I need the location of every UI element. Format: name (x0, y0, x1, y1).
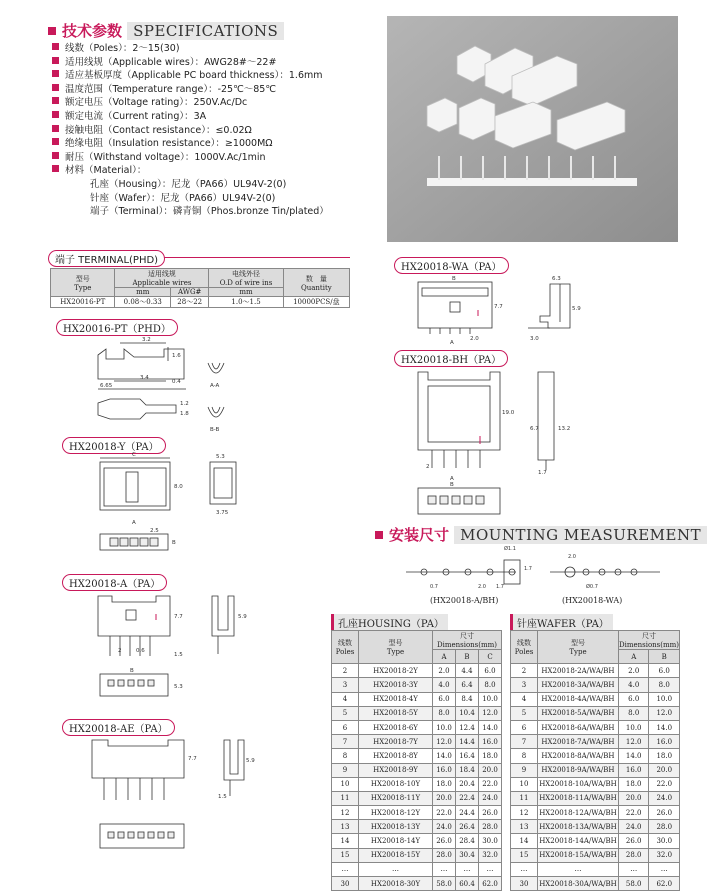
table-cell: HX20018-6Y (359, 720, 433, 734)
table-cell: 32.0 (479, 848, 502, 862)
table-row (332, 877, 502, 891)
table-row (332, 763, 502, 777)
svg-text:0.7: 0.7 (430, 584, 438, 590)
table-cell: HX20018-7A/WA/BH (538, 735, 619, 749)
table-cell: 18.0 (479, 749, 502, 763)
table-row (332, 735, 502, 749)
wafer-bh-drawing (410, 364, 590, 524)
bullet-icon (52, 70, 59, 77)
table-cell: 28.0 (618, 848, 649, 862)
table-cell: 20.0 (479, 763, 502, 777)
svg-text:2.5: 2.5 (150, 528, 159, 534)
table-cell: 26.0 (618, 834, 649, 848)
table-cell: 12 (332, 806, 359, 820)
table-cell: 8.0 (618, 706, 649, 720)
wafer-wa-drawing (410, 270, 590, 346)
table-cell: 4 (511, 692, 538, 706)
spec-item: 适用线规（Applicable wires）：AWG28#～22# (52, 56, 382, 70)
wafer-ae-drawing (86, 734, 266, 864)
svg-text:8.0: 8.0 (174, 484, 183, 490)
table-row (511, 834, 680, 848)
spec-heading: 技术参数 SPECIFICATIONS (48, 20, 284, 41)
table-cell: 24.0 (649, 791, 680, 805)
table-cell: 14.0 (479, 720, 502, 734)
table-cell: 10.0 (649, 692, 680, 706)
table-cell: … (649, 862, 680, 876)
table-cell: … (479, 862, 502, 876)
table-row (332, 777, 502, 791)
table-cell: 30.0 (479, 834, 502, 848)
table-cell: 24.4 (456, 806, 479, 820)
wafer-h-poles: 线数 Poles (511, 631, 538, 664)
table-row (332, 806, 502, 820)
spec-item: 耐压（Withstand voltage）：1000V.Ac/1min (52, 151, 382, 165)
table-cell: 28.0 (433, 848, 456, 862)
table-row (511, 664, 680, 678)
table-cell: 3 (511, 678, 538, 692)
table-cell: HX20018-13A/WA/BH (538, 820, 619, 834)
table-row (511, 706, 680, 720)
svg-text:2: 2 (426, 464, 430, 470)
table-cell: 10 (511, 777, 538, 791)
terminal-drawing (90, 335, 270, 435)
table-cell: 22.4 (456, 791, 479, 805)
table-cell: 14.0 (618, 749, 649, 763)
svg-text:1.7: 1.7 (538, 470, 547, 476)
table-cell: 7 (332, 735, 359, 749)
wafer-table (510, 630, 680, 891)
table-cell: HX20018-5Y (359, 706, 433, 720)
table-cell: HX20018-2A/WA/BH (538, 664, 619, 678)
mount-caption-a: (HX20018-A/BH) (430, 596, 499, 605)
svg-text:19.0: 19.0 (502, 410, 515, 416)
table-cell: 8.0 (433, 706, 456, 720)
table-row (511, 720, 680, 734)
table-cell: … (618, 862, 649, 876)
housing-h-type: 型号 Type (359, 631, 433, 664)
table-cell: 26.4 (456, 820, 479, 834)
table-cell: 20.0 (649, 763, 680, 777)
table-row (511, 791, 680, 805)
table-row (511, 877, 680, 891)
table-cell: HX20018-14Y (359, 834, 433, 848)
table-cell: HX20018-6A/WA/BH (538, 720, 619, 734)
svg-text:5.9: 5.9 (572, 306, 581, 312)
term-h-mm: mm (115, 288, 171, 297)
table-cell: 28.0 (479, 820, 502, 834)
wa-label: HX20018-WA（PA） (394, 257, 509, 274)
mount-caption-wa: (HX20018-WA) (562, 596, 623, 605)
svg-text:3.4: 3.4 (140, 375, 149, 381)
table-cell: 6.0 (433, 692, 456, 706)
table-cell: 9 (511, 763, 538, 777)
table-cell: … (456, 862, 479, 876)
table-row (332, 834, 502, 848)
table-cell: HX20018-12A/WA/BH (538, 806, 619, 820)
table-cell: 26.0 (479, 806, 502, 820)
table-cell: 2 (511, 664, 538, 678)
table-cell: 62.0 (649, 877, 680, 891)
table-cell: HX20018-8Y (359, 749, 433, 763)
table-cell: … (433, 862, 456, 876)
bh-label: HX20018-BH（PA） (394, 350, 508, 367)
mounting-heading: 安装尺寸 MOUNTING MEASUREMENT (375, 524, 707, 545)
svg-text:0.4: 0.4 (172, 379, 181, 385)
wafer-h-type: 型号 Type (538, 631, 619, 664)
table-cell: 6.4 (456, 678, 479, 692)
table-cell: HX20018-13Y (359, 820, 433, 834)
bullet-icon (52, 138, 59, 145)
svg-text:B: B (130, 668, 134, 674)
housing-col-c: C (479, 650, 502, 664)
svg-text:2.0: 2.0 (470, 336, 479, 342)
table-cell: 14.0 (649, 720, 680, 734)
table-row (332, 749, 502, 763)
table-cell: 2.0 (618, 664, 649, 678)
svg-text:2.0: 2.0 (478, 584, 486, 590)
table-cell: 24.0 (433, 820, 456, 834)
table-cell: … (359, 862, 433, 876)
table-cell: HX20018-9A/WA/BH (538, 763, 619, 777)
housing-col-a: A (433, 650, 456, 664)
table-row (511, 777, 680, 791)
table-cell: HX20018-15Y (359, 848, 433, 862)
housing-h-dim: 尺寸Dimensions(mm) (433, 631, 502, 650)
table-cell: 12.0 (649, 706, 680, 720)
svg-text:1.6: 1.6 (172, 353, 181, 359)
table-cell: 26.0 (649, 806, 680, 820)
bullet-icon (52, 165, 59, 172)
svg-text:0.6: 0.6 (136, 648, 145, 654)
table-cell: HX20018-5A/WA/BH (538, 706, 619, 720)
table-cell: 30 (332, 877, 359, 891)
svg-text:A: A (132, 520, 136, 526)
table-cell: 16.0 (618, 763, 649, 777)
table-row (332, 678, 502, 692)
svg-text:A-A: A-A (210, 383, 220, 389)
housing-h-poles: 线数 Poles (332, 631, 359, 664)
svg-text:7.7: 7.7 (494, 304, 503, 310)
svg-text:2: 2 (118, 648, 122, 654)
table-cell: 16.0 (479, 735, 502, 749)
table-cell: 28.4 (456, 834, 479, 848)
term-h-awg: AWG# (171, 288, 209, 297)
svg-text:13.2: 13.2 (558, 426, 571, 432)
table-row (511, 749, 680, 763)
table-cell: 6.0 (479, 664, 502, 678)
table-cell: 8.0 (649, 678, 680, 692)
housing-table-title: 孔座HOUSING（PA） (331, 614, 448, 631)
table-row (332, 720, 502, 734)
table-cell: 24.0 (618, 820, 649, 834)
table-cell: 12.4 (456, 720, 479, 734)
spec-item: 适应基板厚度（Applicable PC board thickness）：1.6mm (52, 69, 382, 83)
table-cell: 7 (511, 735, 538, 749)
table-cell: 11 (511, 791, 538, 805)
svg-text:6.7: 6.7 (530, 426, 539, 432)
material-item: 孔座（Housing）：尼龙（PA66）UL94V-2(0) (90, 178, 287, 190)
svg-text:1.2: 1.2 (180, 401, 189, 407)
table-cell: HX20018-14A/WA/BH (538, 834, 619, 848)
table-cell: 16.4 (456, 749, 479, 763)
table-row (511, 692, 680, 706)
svg-text:A: A (450, 476, 454, 482)
table-cell: HX20018-12Y (359, 806, 433, 820)
table-row (511, 820, 680, 834)
table-cell: 14 (511, 834, 538, 848)
terminal-table (50, 268, 350, 308)
spec-item: 材料（Material）： (52, 164, 382, 178)
table-cell: 10.0 (479, 692, 502, 706)
spec-bullet-icon (48, 27, 56, 35)
svg-text:3.0: 3.0 (530, 336, 539, 342)
housing-col-b: B (456, 650, 479, 664)
spec-item: 额定电流（Current rating）：3A (52, 110, 382, 124)
table-cell: 11 (332, 791, 359, 805)
table-cell: 5 (332, 706, 359, 720)
table-row (511, 735, 680, 749)
table-cell: HX20018-7Y (359, 735, 433, 749)
table-row (332, 862, 502, 876)
svg-text:B: B (452, 276, 456, 282)
product-photo (387, 16, 678, 242)
table-cell: 18.0 (433, 777, 456, 791)
term-h-qty: 数 量 Quantity (283, 269, 349, 297)
table-cell: 24.0 (479, 791, 502, 805)
table-row (332, 664, 502, 678)
wafer-a-drawing (90, 588, 270, 708)
spec-item: 线数（Poles）：2～15(30) (52, 42, 382, 56)
table-cell: 22.0 (649, 777, 680, 791)
svg-text:B: B (450, 482, 454, 488)
table-cell: 16.0 (649, 735, 680, 749)
table-cell: HX20018-11A/WA/BH (538, 791, 619, 805)
material-item: 端子（Terminal）：磷青铜（Phos.bronze Tin/plated） (90, 206, 329, 218)
table-cell: 8.0 (479, 678, 502, 692)
table-cell: 28.0 (649, 820, 680, 834)
bullet-icon (52, 111, 59, 118)
table-cell: 20.4 (456, 777, 479, 791)
table-cell: 8 (332, 749, 359, 763)
svg-text:Ø1.1: Ø1.1 (504, 546, 516, 552)
table-row (511, 678, 680, 692)
svg-text:3.2: 3.2 (142, 337, 151, 343)
table-cell: … (538, 862, 619, 876)
table-cell: 14 (332, 834, 359, 848)
table-cell: HX20018-30Y (359, 877, 433, 891)
table-cell: 12.0 (618, 735, 649, 749)
table-cell: 26.0 (433, 834, 456, 848)
spec-item: 接触电阻（Contact resistance）：≤0.02Ω (52, 124, 382, 138)
svg-text:1.5: 1.5 (218, 794, 227, 800)
table-cell: 6 (511, 720, 538, 734)
svg-text:5.3: 5.3 (216, 454, 225, 460)
svg-text:5.3: 5.3 (174, 684, 183, 690)
table-cell: HX20018-9Y (359, 763, 433, 777)
svg-text:A: A (450, 340, 454, 346)
svg-text:C: C (132, 452, 136, 458)
table-cell: 8.4 (456, 692, 479, 706)
svg-text:3.75: 3.75 (216, 510, 229, 516)
table-cell: 12.0 (433, 735, 456, 749)
housing-table (331, 630, 502, 891)
bullet-icon (52, 152, 59, 159)
table-cell: 2 (332, 664, 359, 678)
table-cell: 2.0 (433, 664, 456, 678)
bullet-icon (52, 97, 59, 104)
wafer-table-title: 针座WAFER（PA） (510, 614, 613, 631)
housing-y-drawing (90, 450, 270, 560)
table-cell: HX20018-3A/WA/BH (538, 678, 619, 692)
bullet-icon (52, 125, 59, 132)
table-cell: 18.4 (456, 763, 479, 777)
table-cell: 4.0 (433, 678, 456, 692)
table-cell: 22.0 (618, 806, 649, 820)
spec-list (52, 42, 382, 219)
table-row (332, 706, 502, 720)
bullet-icon (52, 43, 59, 50)
table-cell: 20.0 (618, 791, 649, 805)
wafer-col-a: A (618, 650, 649, 664)
wafer-h-dim: 尺寸Dimensions(mm) (618, 632, 679, 649)
table-row (511, 862, 680, 876)
table-cell: 6.0 (618, 692, 649, 706)
table-cell: 4.0 (618, 678, 649, 692)
svg-text:1.5: 1.5 (174, 652, 183, 658)
svg-text:1.8: 1.8 (180, 411, 189, 417)
table-cell: 9 (332, 763, 359, 777)
product-photo-svg (387, 16, 678, 242)
table-cell: HX20018-3Y (359, 678, 433, 692)
table-cell: HX20018-8A/WA/BH (538, 749, 619, 763)
svg-text:5.9: 5.9 (238, 614, 247, 620)
table-cell: 18.0 (649, 749, 680, 763)
table-cell: … (332, 862, 359, 876)
table-cell: 3 (332, 678, 359, 692)
table-cell: 13 (332, 820, 359, 834)
table-row (511, 763, 680, 777)
table-cell: 5 (511, 706, 538, 720)
table-cell: HX20018-30A/WA/BH (538, 877, 619, 891)
table-cell: 8 (511, 749, 538, 763)
table-cell: 15 (511, 848, 538, 862)
svg-text:7.7: 7.7 (174, 614, 183, 620)
table-cell: 10 (332, 777, 359, 791)
wafer-col-b: B (649, 650, 680, 664)
table-cell: 30.0 (649, 834, 680, 848)
y-label: HX20018-Y（PA） (62, 437, 166, 454)
table-cell: 32.0 (649, 848, 680, 862)
table-cell: 60.4 (456, 877, 479, 891)
table-cell: 12 (511, 806, 538, 820)
table-cell: HX20018-2Y (359, 664, 433, 678)
term-h-wires: 适用线规 Applicable wires (115, 269, 209, 288)
svg-text:7.7: 7.7 (188, 756, 197, 762)
spec-item: 绝缘电阻（Insulation resistance）：≥1000MΩ (52, 137, 382, 151)
svg-text:1.7: 1.7 (496, 584, 504, 590)
table-cell: 58.0 (618, 877, 649, 891)
svg-text:1.7: 1.7 (524, 566, 532, 572)
ae-label: HX20018-AE（PA） (62, 719, 175, 736)
svg-text:5.9: 5.9 (246, 758, 255, 764)
svg-text:6.3: 6.3 (552, 276, 561, 282)
pt-label: HX20016-PT（PHD） (56, 319, 178, 336)
table-cell: 10.0 (433, 720, 456, 734)
mounting-drawing (400, 542, 670, 594)
a-label: HX20018-A（PA） (62, 574, 167, 591)
table-cell: 14.4 (456, 735, 479, 749)
material-item: 针座（Wafer）：尼龙（PA66）UL94V-2(0) (90, 192, 276, 204)
table-row (332, 791, 502, 805)
table-cell: 6.0 (649, 664, 680, 678)
table-cell: 58.0 (433, 877, 456, 891)
table-cell: HX20018-4A/WA/BH (538, 692, 619, 706)
svg-text:Ø0.7: Ø0.7 (586, 584, 598, 590)
table-cell: 30 (511, 877, 538, 891)
bullet-icon (52, 84, 59, 91)
table-cell: HX20018-10Y (359, 777, 433, 791)
table-cell: 13 (511, 820, 538, 834)
table-row (511, 848, 680, 862)
table-cell: HX20018-15A/WA/BH (538, 848, 619, 862)
mounting-bullet-icon (375, 531, 383, 539)
table-row (511, 806, 680, 820)
bullet-icon (52, 57, 59, 64)
table-cell: 14.0 (433, 749, 456, 763)
table-row: HX20016-PT 0.08～0.33 28～22 1.0～1.5 10000PCS/盘 (51, 297, 350, 308)
table-row (332, 848, 502, 862)
table-cell: 10.0 (618, 720, 649, 734)
term-h-od: 电线外径 O.D of wire ins (209, 269, 283, 288)
table-cell: 16.0 (433, 763, 456, 777)
table-row (332, 692, 502, 706)
table-cell: 12.0 (479, 706, 502, 720)
table-cell: 20.0 (433, 791, 456, 805)
table-cell: 30.4 (456, 848, 479, 862)
table-cell: HX20018-4Y (359, 692, 433, 706)
svg-text:2.0: 2.0 (568, 554, 576, 560)
table-cell: 15 (332, 848, 359, 862)
table-cell: 22.0 (433, 806, 456, 820)
table-cell: 4.4 (456, 664, 479, 678)
svg-text:B: B (172, 540, 176, 546)
table-cell: HX20018-11Y (359, 791, 433, 805)
table-cell: 6 (332, 720, 359, 734)
table-cell: 4 (332, 692, 359, 706)
table-cell: 10.4 (456, 706, 479, 720)
table-row (332, 820, 502, 834)
spec-item: 温度范围（Temperature range）：-25℃～85℃ (52, 83, 382, 97)
table-cell: 22.0 (479, 777, 502, 791)
terminal-label: 端子 TERMINAL(PHD) (48, 250, 165, 267)
term-h-od-mm: mm (209, 288, 283, 297)
table-cell: 62.0 (479, 877, 502, 891)
svg-text:6.65: 6.65 (100, 383, 113, 389)
table-cell: 18.0 (618, 777, 649, 791)
term-h-type: 型号 Type (51, 269, 115, 297)
svg-text:B-B: B-B (210, 427, 220, 433)
spec-item: 额定电压（Voltage rating）：250V.Ac/Dc (52, 96, 382, 110)
table-cell: … (511, 862, 538, 876)
table-cell: HX20018-10A/WA/BH (538, 777, 619, 791)
